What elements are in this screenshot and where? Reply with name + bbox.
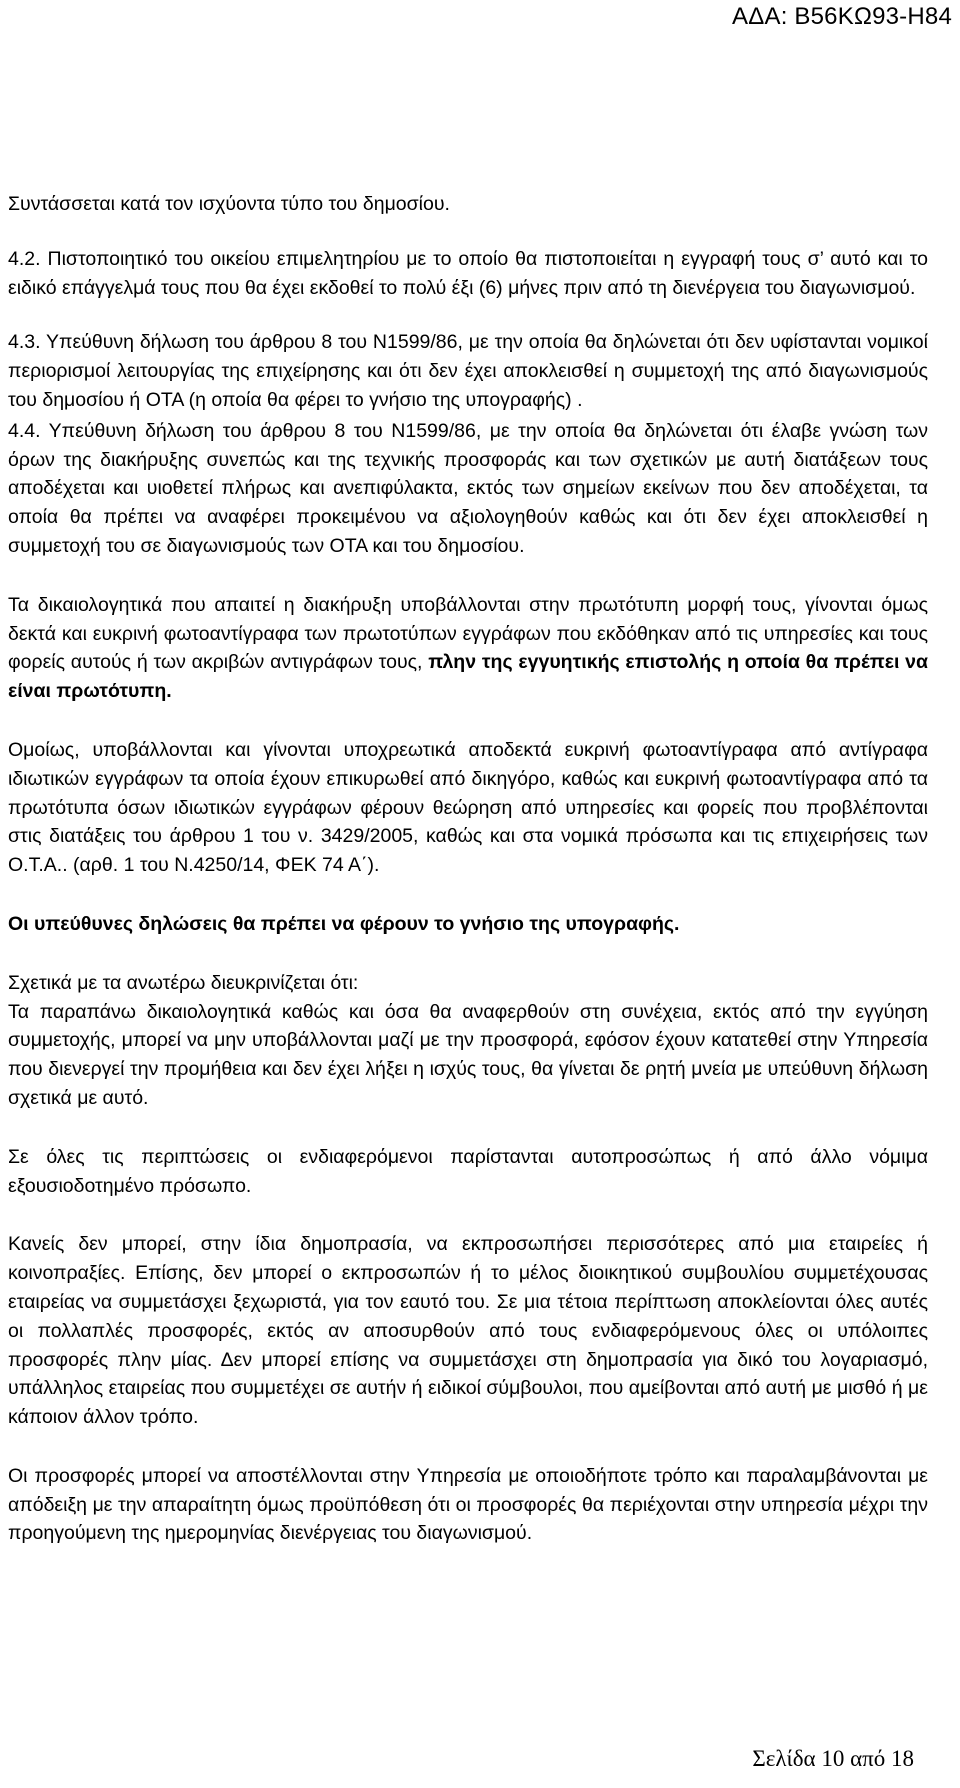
paragraph-4-4: 4.4. Υπεύθυνη δήλωση του άρθρου 8 του Ν1599/86, με την οποία θα δηλώνεται ότι έλαβε γνώση των όρων της διακήρυξης συνεπώς και της τεχνικής προσφοράς και των σχετικών με αυτή διατάξεων τους αποδέχεται και υιοθετεί πλήρως και ανεπιφύλακτα, εκτός των σημείων εκείνων που δεν αποδέχεται, τα οποία θα πρέπει να αναφέρει προκειμένου να αξιολογηθούν καθώς και ότι δεν έχει αποκλεισθεί η συμμετοχή του σε διαγωνισμούς των ΟΤΑ και του δημοσίου. — [8, 419, 928, 557]
paragraph-submission: Οι προσφορές μπορεί να αποστέλλονται στην Υπηρεσία με οποιοδήποτε τρόπο και παραλαμβάνονται με απόδειξη με την απαραίτητη όμως προϋπόθεση ότι οι προσφορές θα περιέχονται στην υπηρεσία μέχρι την προηγούμενη της ημερομηνίας διενέργειας του διαγωνισμού. — [8, 1464, 928, 1545]
paragraph-multiple-offers: Κανείς δεν μπορεί, στην ίδια δημοπρασία, να εκπροσωπήσει περισσότερες από μια εταιρείες ή κοινοπραξίες. Επίσης, δεν μπορεί ο εκπροσωπών ή το μέλος διοικητικού συμβουλίου συμμετέχουσας εταιρείας να συμμετάσχει ξεχωριστά, για τον εαυτό του. Σε μια τέτοια περίπτωση αποκλείονται όλες αυτές οι πολλαπλές προσφορές, εκτός αν αποσυρθούν από τους ενδιαφερόμενους όλες οι υπόλοιπες προσφορές πλην μίας. Δεν μπορεί επίσης να συμμετάσχει στη δημοπρασία για δικό του λογαριασμό, υπάλληλος εταιρείας που συμμετέχει σε αυτήν ή ειδικοί σύμβουλοι, που αμείβονται από αυτή με μισθό ή με κάποιον άλλον τρόπο. — [8, 1233, 928, 1429]
paragraph-4-2: 4.2. Πιστοποιητικό του οικείου επιμελητηρίου με το οποίο θα πιστοποιείται η εγγραφή τους σ’ αυτό και το ειδικό επάγγελμά τους που θα έχει εκδοθεί το πολύ έξι (6) μήνες πριν από τη διενέργεια του διαγωνισμού. — [8, 247, 928, 299]
paragraph-4-3: 4.3. Υπεύθυνη δήλωση του άρθρου 8 του Ν1599/86, με την οποία θα δηλώνεται ότι δεν υφίστανται νομικοί περιορισμοί λειτουργίας της επιχείρησης και ότι δεν έχει αποκλεισθεί η συμμετοχή της από διαγωνισμούς του δημοσίου ή ΟΤΑ (η οποία θα φέρει το γνήσιο της υπογραφής) . — [8, 331, 928, 411]
paragraph-1: Συντάσσεται κατά τον ισχύοντα τύπο του δημοσίου. — [8, 193, 450, 215]
paragraph-clarification: Τα παραπάνω δικαιολογητικά καθώς και όσα θα αναφερθούν στη συνέχεια, εκτός από την εγγύηση συμμετοχής, μπορεί να μην υποβάλλονται μαζί με την προσφορά, εφόσον έχουν κατατεθεί στην Υπηρεσία που διενεργεί την προμήθεια και δεν έχει λήξει η ισχύς τους, θα γίνεται δε ρητή μνεία με υπεύθυνη δήλωση σχετικά με αυτό. — [8, 1000, 928, 1109]
guarantee-letter-note: πλην της εγγυητικής επιστολής η οποία θα πρέπει να είναι πρωτότυπη. — [8, 651, 928, 703]
paragraph-copies: Ομοίως, υποβάλλονται και γίνονται υποχρεωτικά αποδεκτά ευκρινή φωτοαντίγραφα από αντίγραφα ιδιωτικών εγγράφων τα οποία έχουν επικυρωθεί από δικηγόρο, καθώς και ευκρινή φωτοαντίγραφα από τα πρωτότυπα όσων ιδιωτικών εγγράφων φέρουν θεώρηση από υπηρεσίες και φορείς που προβλέπονται στις διατάξεις του άρθρου 1 του ν. 3429/2005, καθώς και στα νομικά πρόσωπα και τις επιχειρήσεις των Ο.Τ.Α.. (αρθ. 1 του Ν.4250/14, ΦΕΚ 74 Α΄). — [8, 738, 928, 877]
signature-note: Οι υπεύθυνες δηλώσεις θα πρέπει να φέρουν το γνήσιο της υπογραφής. — [8, 912, 680, 935]
originals-text: Τα δικαιολογητικά που απαιτεί η διακήρυξη υποβάλλονται στην πρωτότυπη μορφή τους, γίνονται όμως δεκτά και ευκρινή φωτοαντίγραφα των πρωτοτύπων εγγράφων που εκδόθηκαν από τις υπηρεσίες και τους φορείς αυτούς ή των ακριβών αντιγράφων τους, — [8, 593, 928, 674]
paragraph-originals — [8, 591, 928, 706]
paragraph-representation: Σε όλες τις περιπτώσεις οι ενδιαφερόμενοι παρίστανται αυτοπροσώπως ή από άλλο νόμιμα εξουσιοδοτημένο πρόσωπο. — [8, 1145, 928, 1197]
clarification-heading: Σχετικά με τα ανωτέρω διευκρινίζεται ότι: — [8, 971, 359, 994]
document-body — [8, 190, 928, 1548]
page-number: Σελίδα 10 από 18 — [752, 1746, 914, 1771]
ada-code: ΑΔΑ: Β56ΚΩ93-Η84 — [732, 3, 952, 30]
